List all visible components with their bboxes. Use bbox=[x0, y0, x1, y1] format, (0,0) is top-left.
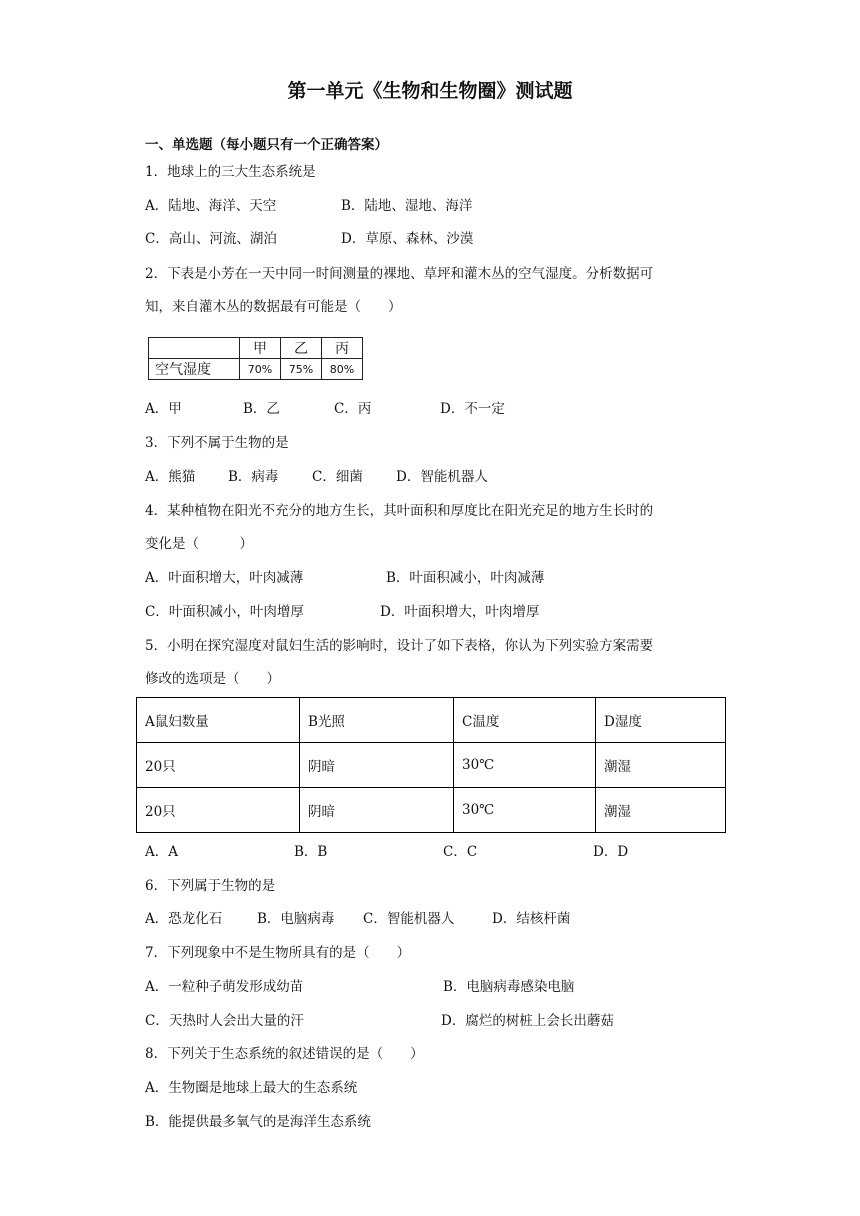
q5-option-c: C．C bbox=[443, 844, 478, 860]
question-4-stem-line1: 4．某种植物在阳光不充分的地方生长，其叶面积和厚度比在阳光充足的地方生长时的 bbox=[145, 503, 654, 519]
q1-option-a: A．陆地、海洋、天空 bbox=[145, 198, 277, 214]
q1-option-c: C．高山、河流、湖泊 bbox=[145, 231, 277, 247]
table-cell: 20只 bbox=[137, 788, 300, 833]
section-heading: 一、单选题（每小题只有一个正确答案） bbox=[145, 137, 388, 153]
table-header-cell: C温度 bbox=[454, 698, 596, 743]
humidity-table bbox=[148, 337, 363, 380]
table-cell: 阴暗 bbox=[300, 788, 454, 833]
question-2-stem-line1: 2．下表是小芳在一天中同一时间测量的裸地、草坪和灌木丛的空气湿度。分析数据可 bbox=[145, 266, 654, 282]
q5-option-a: A．A bbox=[145, 844, 178, 860]
q4-option-c: C．叶面积减小，叶肉增厚 bbox=[145, 604, 304, 620]
q6-option-a: A．恐龙化石 bbox=[145, 911, 223, 927]
question-6-stem: 6．下列属于生物的是 bbox=[145, 878, 276, 894]
question-7-stem: 7．下列现象中不是生物所具有的是（ ） bbox=[145, 945, 411, 961]
q5-option-d: D．D bbox=[593, 844, 629, 860]
humidity-row-label: 空气湿度 bbox=[149, 359, 240, 380]
q4-option-a: A．叶面积增大，叶肉减薄 bbox=[145, 570, 304, 586]
q6-option-d: D．结核杆菌 bbox=[492, 911, 571, 927]
q1-option-d: D．草原、森林、沙漠 bbox=[341, 231, 474, 247]
question-5-stem-line2: 修改的选项是（ ） bbox=[145, 671, 280, 687]
table-cell: 阴暗 bbox=[300, 743, 454, 788]
humidity-value: 80% bbox=[322, 359, 363, 380]
humidity-value: 70% bbox=[240, 359, 281, 380]
q2-option-c: C．丙 bbox=[334, 401, 372, 417]
q3-option-a: A．熊猫 bbox=[145, 469, 196, 485]
q7-option-d: D．腐烂的树桩上会长出蘑菇 bbox=[441, 1013, 614, 1029]
q4-option-b: B．叶面积减小，叶肉减薄 bbox=[386, 570, 545, 586]
question-5-stem-line1: 5．小明在探究湿度对鼠妇生活的影响时，设计了如下表格，你认为下列实验方案需要 bbox=[145, 638, 654, 654]
humidity-table-corner bbox=[149, 338, 240, 359]
table-cell: 20只 bbox=[137, 743, 300, 788]
q3-option-b: B．病毒 bbox=[228, 469, 279, 485]
q7-option-c: C．天热时人会出大量的汗 bbox=[145, 1013, 304, 1029]
q8-option-b: B．能提供最多氧气的是海洋生态系统 bbox=[145, 1114, 371, 1130]
q3-option-c: C．细菌 bbox=[312, 469, 363, 485]
q2-option-b: B．乙 bbox=[243, 401, 280, 417]
table-header-cell: B光照 bbox=[300, 698, 454, 743]
question-2-stem-line2: 知，来自灌木丛的数据最有可能是（ ） bbox=[145, 299, 402, 315]
humidity-header: 乙 bbox=[281, 338, 322, 359]
question-3-stem: 3．下列不属于生物的是 bbox=[145, 435, 289, 451]
q7-option-b: B．电脑病毒感染电脑 bbox=[443, 979, 575, 995]
question-8-stem: 8．下列关于生态系统的叙述错误的是（ ） bbox=[145, 1046, 424, 1062]
table-cell: 30℃ bbox=[454, 788, 596, 833]
question-1-stem: 1．地球上的三大生态系统是 bbox=[145, 164, 316, 180]
q3-option-d: D．智能机器人 bbox=[396, 469, 488, 485]
table-row bbox=[137, 788, 726, 833]
q6-option-c: C．智能机器人 bbox=[363, 911, 455, 927]
humidity-value: 75% bbox=[281, 359, 322, 380]
table-cell: 30℃ bbox=[454, 743, 596, 788]
table-header-cell: D湿度 bbox=[596, 698, 726, 743]
table-header-cell: A鼠妇数量 bbox=[137, 698, 300, 743]
q4-option-d: D．叶面积增大，叶肉增厚 bbox=[380, 604, 540, 620]
q6-option-b: B．电脑病毒 bbox=[257, 911, 335, 927]
q8-option-a: A．生物圈是地球上最大的生态系统 bbox=[145, 1080, 358, 1096]
table-header-row bbox=[137, 698, 726, 743]
q7-option-a: A．一粒种子萌发形成幼苗 bbox=[145, 979, 304, 995]
experiment-table bbox=[136, 697, 726, 833]
table-cell: 潮湿 bbox=[596, 743, 726, 788]
q5-option-b: B．B bbox=[294, 844, 328, 860]
question-4-stem-line2: 变化是（ ） bbox=[145, 536, 253, 552]
humidity-header: 甲 bbox=[240, 338, 281, 359]
document-title: 第一单元《生物和生物圈》测试题 bbox=[287, 80, 573, 102]
q1-option-b: B．陆地、湿地、海洋 bbox=[341, 198, 473, 214]
table-cell: 潮湿 bbox=[596, 788, 726, 833]
q2-option-a: A．甲 bbox=[145, 401, 182, 417]
table-row bbox=[137, 743, 726, 788]
humidity-header: 丙 bbox=[322, 338, 363, 359]
q2-option-d: D．不一定 bbox=[440, 401, 505, 417]
